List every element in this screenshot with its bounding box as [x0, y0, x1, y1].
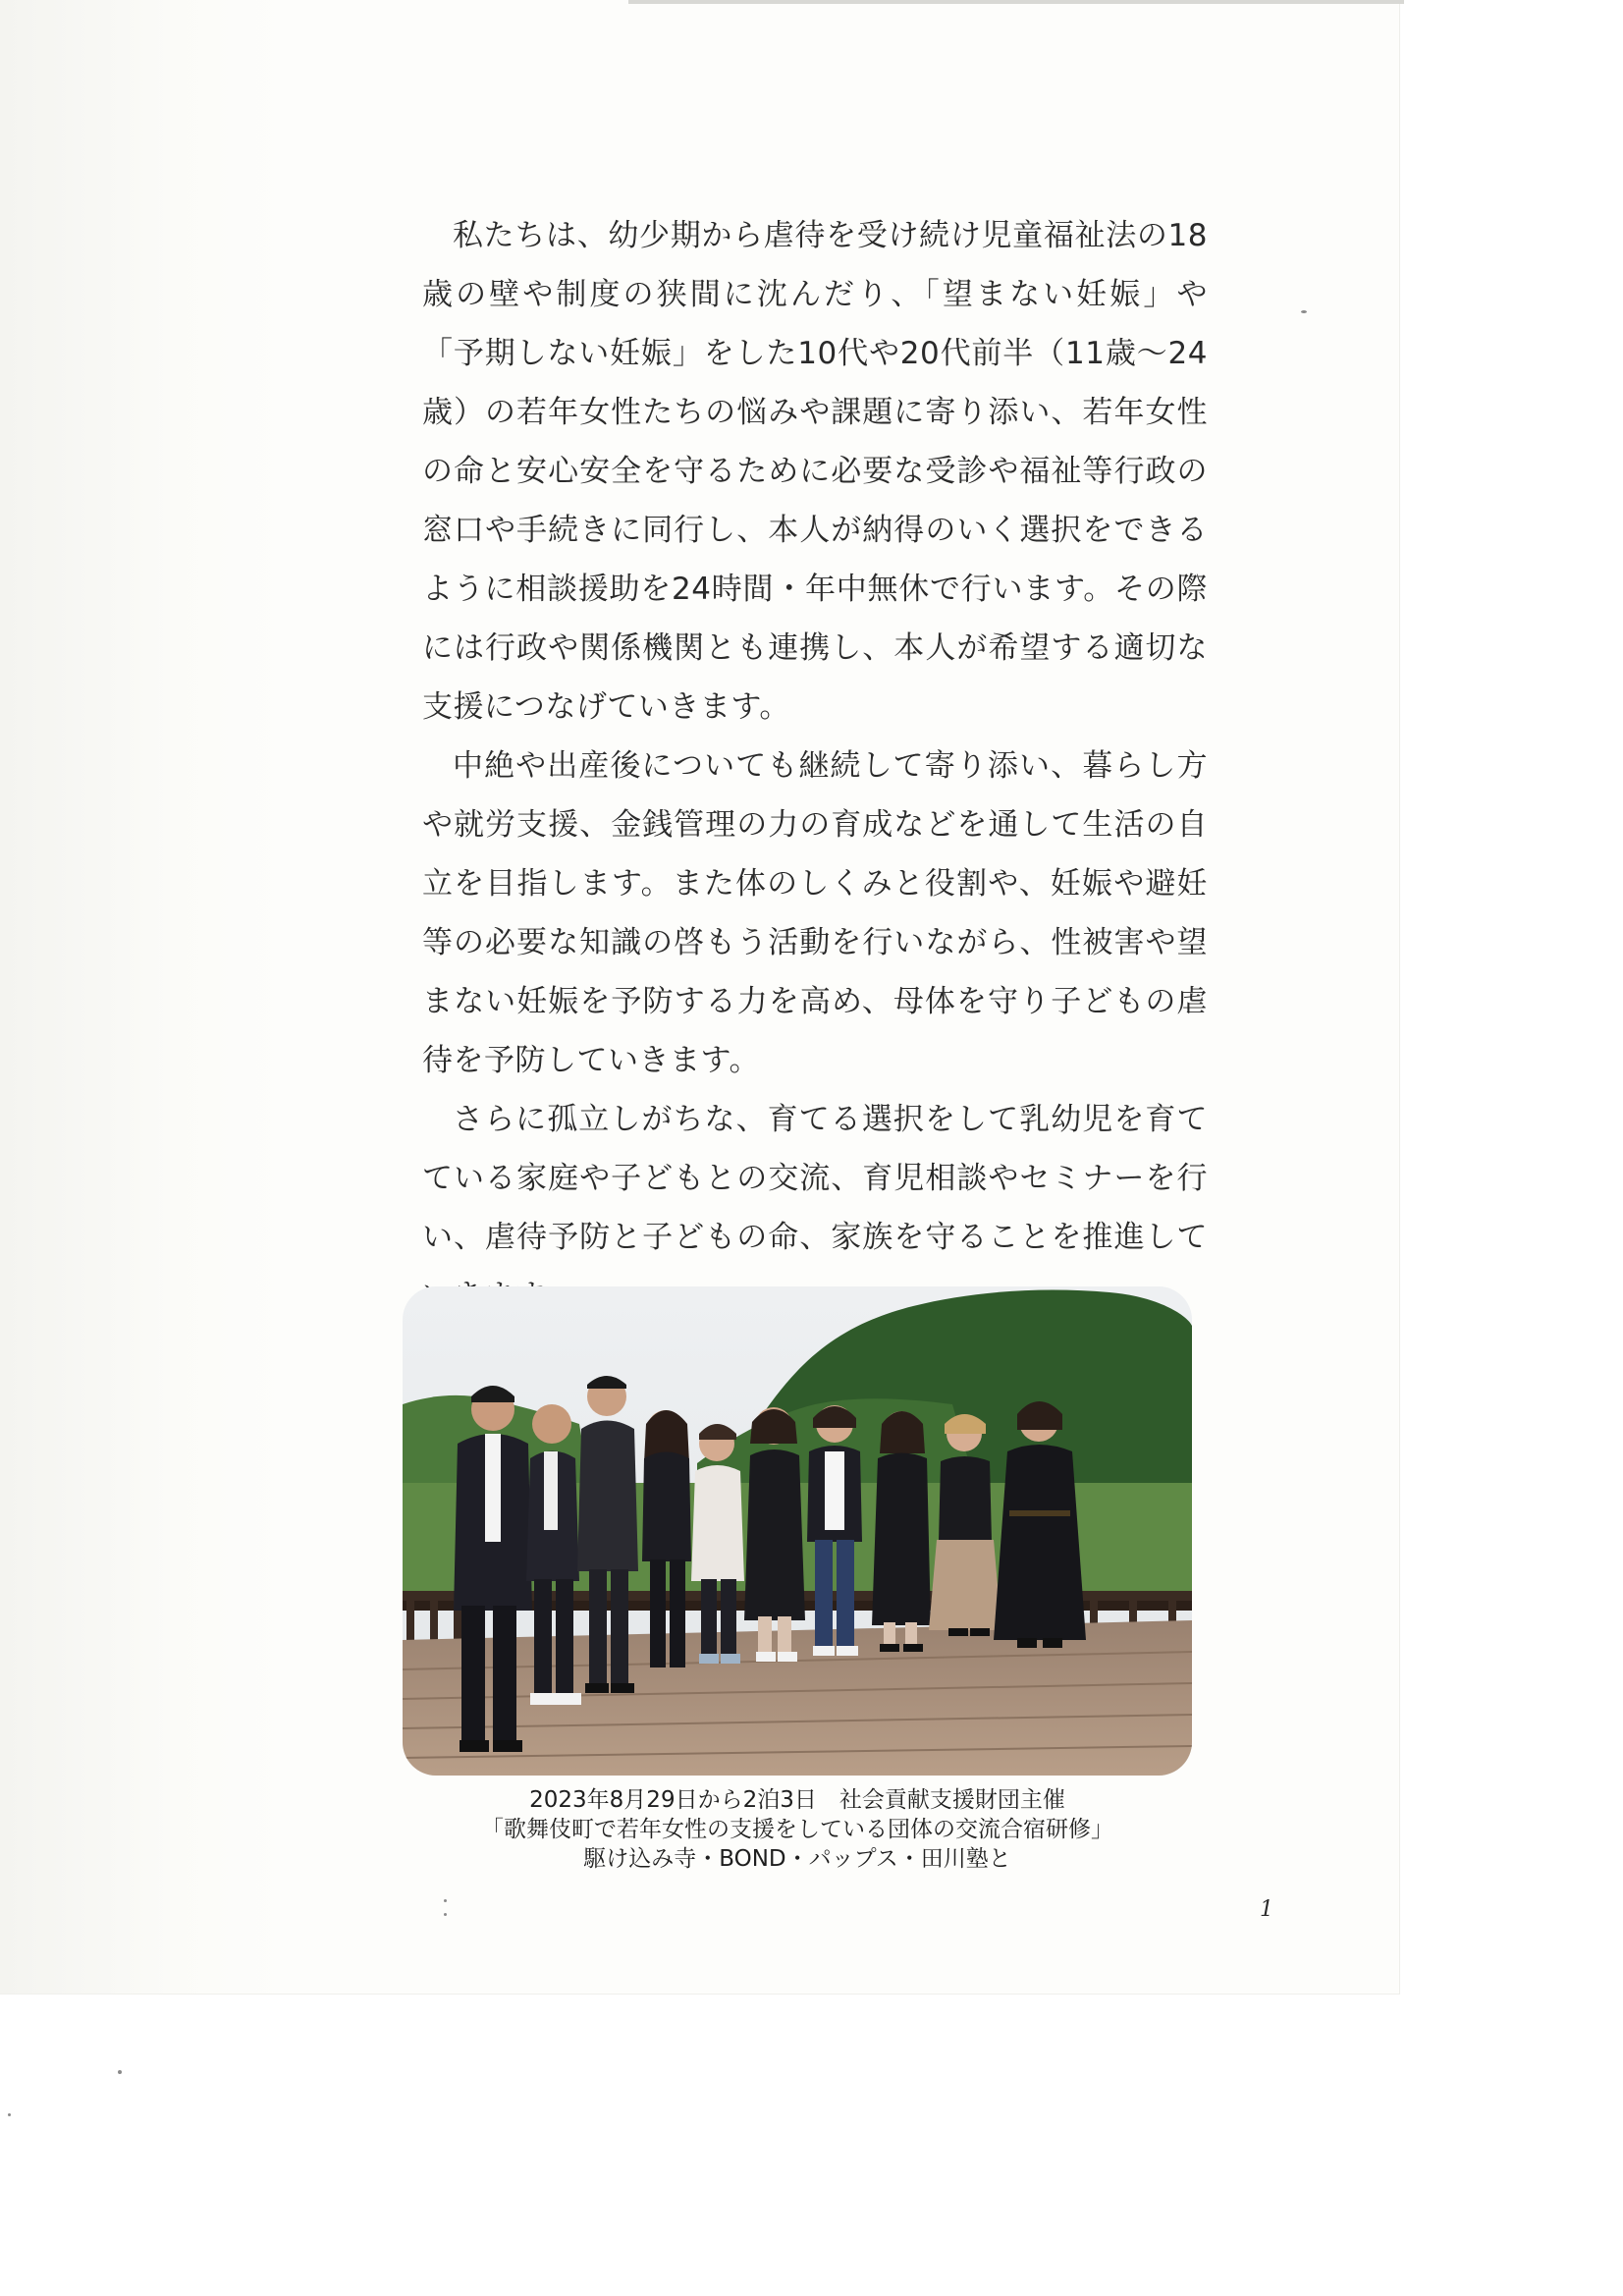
scan-speck [444, 1913, 447, 1916]
scan-left-shade [0, 0, 285, 1994]
caption-line-1: 2023年8月29日から2泊3日 社会貢献支援財団主催 [529, 1787, 1065, 1813]
paragraph-2: 中絶や出産後についても継続して寄り添い、暮らし方や就労支援、金銭管理の力の育成などを通して生活の自立を目指します。また体のしくみと役割や、妊娠や避妊等の必要な知識の啓もう活動を行いながら、性被害や望まない妊娠を予防する力を高め、母体を守り子どもの虐待を予防していきます。 [422, 748, 1208, 1078]
scan-edge-shadow [628, 0, 1404, 4]
scan-speck [8, 2113, 11, 2116]
scan-speck [444, 1899, 447, 1902]
caption-line-2: 「歌舞伎町で若年女性の支援をしている団体の交流合宿研修」 [481, 1817, 1113, 1842]
paragraph-1: 私たちは、幼少期から虐待を受け続け児童福祉法の18歳の壁や制度の狭間に沈んだり、「望まない妊娠」や「予期しない妊娠」をした10代や20代前半（11歳～24歳）の若年女性たちの悩みや課題に寄り添い、若年女性の命と安心安全を守るために必要な受診や福祉等行政の窓口や手続きに同行し、本人が納得のいく選択をできるように相談援助を24時間・年中無休で行います。その際には行政や関係機関とも連携し、本人が希望する適切な支援につなげていきます。 [422, 218, 1208, 725]
scan-speck [118, 2070, 122, 2074]
scan-speck [1301, 310, 1307, 313]
page-number: 1 [1260, 1897, 1273, 1922]
person-8 [872, 1411, 931, 1652]
group-photo [403, 1286, 1192, 1776]
photo-caption [403, 1785, 1192, 1874]
body-text [422, 206, 1208, 1326]
group-photo-illustration [403, 1286, 1192, 1776]
caption-line-3: 駆け込み寺・BOND・パップス・田川塾と [583, 1846, 1011, 1872]
paragraph-3: さらに孤立しがちな、育てる選択をして乳幼児を育てている家庭や子どもとの交流、育児相談やセミナーを行い、虐待予防と子どもの命、家族を守ることを推進して [422, 1102, 1208, 1255]
